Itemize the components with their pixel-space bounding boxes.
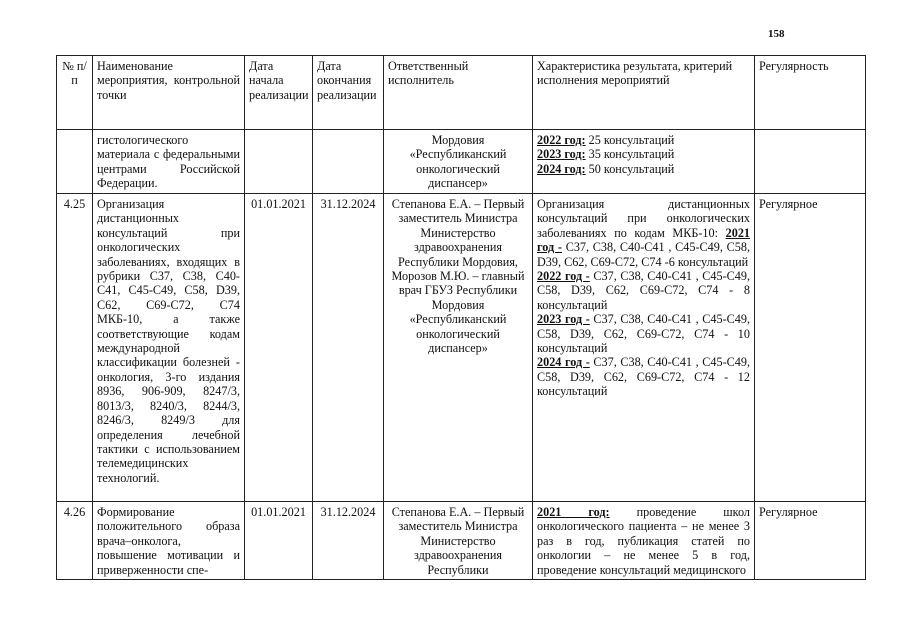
year-label: 2024 год:: [537, 161, 586, 176]
row-result: [533, 194, 755, 502]
cont-start: [245, 130, 313, 194]
row-start-date: 01.01.2021: [245, 194, 313, 502]
row-num: 4.26: [57, 502, 93, 580]
row-responsible: Степанова Е.А. – Первый заместитель Министра Министерство здравоохранения Республики Мордовия, Морозов М.Ю. – главный врач ГБУЗ Республики Мордовия «Республиканский онкологический диспансер»: [384, 194, 533, 502]
header-start: Дата начала реализации: [245, 56, 313, 130]
year-label: 2021 год -: [537, 225, 750, 255]
year-label: 2021 год:: [537, 505, 610, 519]
row-responsible: Степанова Е.А. – Первый заместитель Министра Министерство здравоохранения Республики: [384, 502, 533, 580]
cont-result: [533, 130, 755, 194]
result-text: 50 консультаций: [585, 161, 675, 176]
year-label: 2022 год:: [537, 133, 586, 147]
table-row-4-25: [57, 194, 866, 502]
result-text: 25 консультаций: [585, 133, 675, 147]
table-row-4-26: [57, 502, 866, 580]
cont-end: [313, 130, 384, 194]
cont-responsible: Мордовия «Республиканский онкологический диспансер»: [384, 130, 533, 194]
result-text: С37, С38, С40-С41 , С45-С49, С58, D39, С62, С69-С72, С74 -6 консультаций: [537, 240, 750, 269]
cont-result-line: [537, 133, 750, 147]
row-regularity: Регулярное: [755, 502, 866, 580]
year-label: 2022 год -: [537, 269, 590, 284]
result-line: [537, 355, 750, 398]
result-text: С37, С38, С40-С41 , С45-С49, С58, D39, С62, С69-С72, С74 - 12 консультаций: [537, 355, 750, 399]
header-regularity: Регулярность: [755, 56, 866, 130]
header-end: Дата окончания реализации: [313, 56, 384, 130]
cont-result-line: [537, 147, 750, 161]
result-text: проведение школ онкологического пациента – не менее 3 раз в год, публикация статей по онкологии – не менее 5 в год, проведение консультаций медицинского: [537, 505, 750, 577]
page-number: 158: [768, 28, 785, 40]
row-name: Формирование положительного образа врача–онколога, повышение мотивации и приверженности спе-: [93, 502, 245, 580]
year-label: 2024 год -: [537, 355, 590, 370]
result-line: [537, 312, 750, 355]
row-end-date: 31.12.2024: [313, 502, 384, 580]
result-intro: Организация дистанционных консультаций при онкологических заболеваниях по кодам МКБ-10:: [537, 197, 750, 240]
row-name: Организация дистанционных консультаций при онкологических заболеваниях, входящих в рубрики С37, С38, С40-С41, С45-С49, С58, D39, С62, С69-С72, С74 МКБ-10, а также соответствующие кодам международной классификации болезней - онкология, 3-го издания 8936, 906-909, 8247/3, 8013/3, 8240/3, 8244/3, 8246/3, 8249/3 для определения лечебной тактики с использованием телемедицинских технологий.: [93, 194, 245, 502]
cont-name: гистологического материала с федеральными центрами Российской Федерации.: [93, 130, 245, 194]
result-text: 35 консультаций: [585, 147, 675, 162]
row-regularity: Регулярное: [755, 194, 866, 502]
header-responsible: Ответственный исполнитель: [384, 56, 533, 130]
row-end-date: 31.12.2024: [313, 194, 384, 502]
activities-table: [56, 55, 866, 580]
row-result: [533, 502, 755, 580]
cont-regularity: [755, 130, 866, 194]
header-row: [57, 56, 866, 130]
cont-result-line: [537, 162, 750, 176]
result-line: [537, 269, 750, 312]
year-label: 2023 год:: [537, 147, 586, 162]
result-text: С37, С38, С40-С41 , С45-С49, С58, D39, С62, С69-С72, С74 - 10 консультаций: [537, 312, 750, 356]
table-row-continued: [57, 130, 866, 194]
header-result: Характеристика результата, критерий исполнения мероприятий: [533, 56, 755, 130]
result-text: С37, С38, С40-С41 , С45-С49, С58, D39, С62, С69-С72, С74 - 8 консультаций: [537, 269, 750, 312]
header-num: № п/п: [57, 56, 93, 130]
year-label: 2023 год -: [537, 312, 590, 327]
cont-num: [57, 130, 93, 194]
row-start-date: 01.01.2021: [245, 502, 313, 580]
row-num: 4.25: [57, 194, 93, 502]
header-name: Наименование мероприятия, контрольной точки: [93, 56, 245, 130]
